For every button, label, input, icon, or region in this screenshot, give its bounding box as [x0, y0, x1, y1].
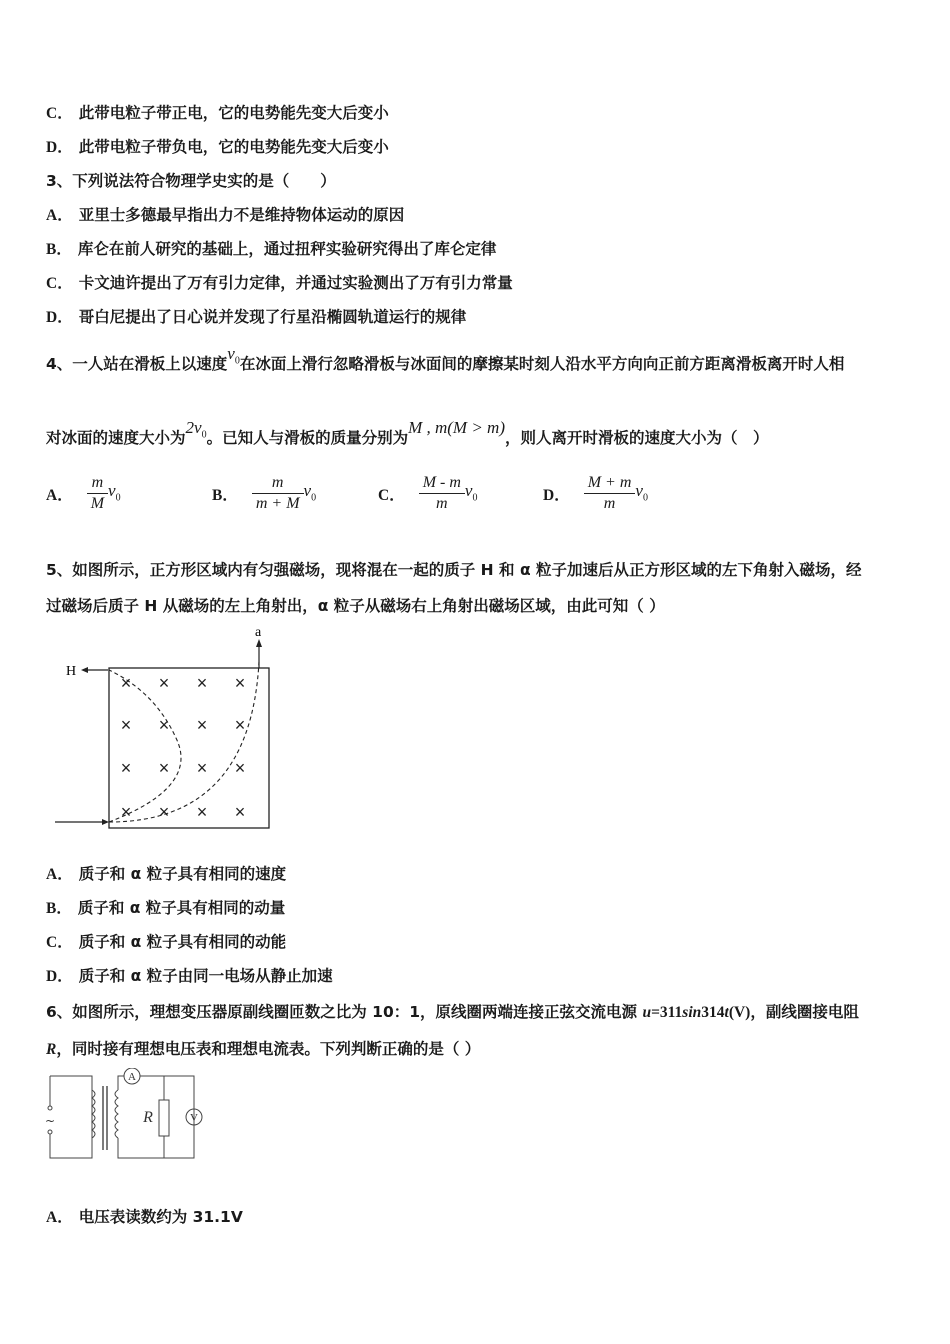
q4-stem-text: 对冰面的速度大小为 — [46, 429, 186, 447]
option-label: B． — [46, 241, 72, 258]
q4-stem-text: ，则人离开时滑板的速度大小为（ ） — [505, 429, 769, 447]
field-cross: × — [158, 715, 170, 735]
fraction: $\frac{M - m}{m}$ — [419, 474, 465, 514]
option-text: 质子和 α 粒子由同一电场从静止加速 — [78, 967, 333, 985]
field-crosses — [121, 673, 246, 822]
mass-expression: M , m(M > m) — [408, 418, 505, 437]
option-label: D． — [543, 486, 570, 504]
option-text: 质子和 α 粒子具有相同的动量 — [77, 899, 286, 917]
q6-stem-text: ，副线圈接电阻 — [750, 1003, 859, 1021]
field-cross: × — [234, 758, 246, 778]
q6-stem-text: 314 — [701, 1004, 725, 1021]
option-label: A． — [46, 866, 73, 883]
q5-option-d — [46, 964, 333, 986]
secondary-loop — [118, 1076, 194, 1158]
func-sin: sin — [682, 1004, 702, 1021]
option-label: C． — [46, 934, 73, 951]
proton-exit-arrowhead — [81, 667, 88, 673]
q5-option-b — [46, 896, 285, 918]
q3-option-c — [46, 271, 513, 293]
field-cross: × — [158, 673, 170, 693]
q5-stem-line2: 过磁场后质子 H 从磁场的左上角射出，α 粒子从磁场右上角射出磁场区域，由此可知（ ） — [46, 597, 665, 615]
q6-stem-line2 — [46, 1037, 480, 1059]
v0-symbol: $v_0$ — [227, 344, 240, 367]
field-cross: × — [234, 802, 246, 822]
ammeter-label: A — [128, 1071, 136, 1083]
q6-option-a — [46, 1205, 243, 1227]
q2-option-d — [46, 135, 389, 157]
field-cross: × — [234, 673, 246, 693]
q4-stem-line1 — [46, 344, 845, 376]
transformer-circuit-figure — [44, 1068, 204, 1168]
v0-symbol: $v_0$ — [464, 480, 478, 504]
field-cross: × — [196, 758, 208, 778]
q5-option-a — [46, 862, 286, 884]
option-label: B． — [46, 900, 72, 917]
field-cross: × — [120, 802, 132, 822]
source-terminal — [48, 1130, 52, 1134]
q3-stem: 3、下列说法符合物理学史实的是（ ） — [46, 172, 336, 190]
option-label: C． — [46, 105, 73, 122]
option-text: 库仑在前人研究的基础上，通过扭秤实验研究得出了库仑定律 — [77, 240, 497, 258]
q4-option-a — [46, 474, 121, 514]
q6-stem-text: 6、如图所示，理想变压器原副线圈匝数之比为 10：1，原线圈两端连接正弦交流电源 — [46, 1003, 643, 1021]
q5-option-c — [46, 930, 286, 952]
q6-stem-text: ，同时接有理想电压表和理想电流表。下列判断正确的是（ ） — [56, 1040, 481, 1058]
field-cross: × — [120, 715, 132, 735]
field-cross: × — [234, 715, 246, 735]
option-text: 质子和 α 粒子具有相同的速度 — [78, 865, 287, 883]
q4-stem-text: 。已知人与滑板的质量分别为 — [206, 429, 409, 447]
q3-option-d — [46, 305, 466, 327]
option-label: B． — [212, 486, 238, 504]
option-text: 哥白尼提出了日心说并发现了行星沿椭圆轨道运行的规律 — [78, 308, 467, 326]
field-cross: × — [158, 758, 170, 778]
source-label: ~ — [44, 1114, 56, 1128]
q2-option-c — [46, 101, 389, 123]
primary-coil — [92, 1090, 95, 1138]
fraction: $\frac{m}{m + M}$ — [252, 474, 304, 514]
field-cross: × — [120, 758, 132, 778]
v0-symbol: $v_0$ — [303, 480, 317, 504]
field-cross: × — [196, 673, 208, 693]
v0-symbol: $v_0$ — [635, 480, 648, 504]
var-r: R — [46, 1041, 57, 1058]
alpha-exit-arrowhead — [256, 639, 262, 647]
resistor-label: R — [143, 1109, 153, 1126]
speed-expression: $2v_0$ — [185, 418, 207, 441]
option-text: 质子和 α 粒子具有相同的动能 — [78, 933, 287, 951]
option-label: A． — [46, 207, 73, 224]
field-cross: × — [196, 802, 208, 822]
secondary-coil — [115, 1090, 118, 1138]
option-label: D． — [46, 139, 73, 156]
q4-stem-text: 在冰面上滑行忽略滑板与冰面间的摩擦某时刻人沿水平方向向正前方距离滑板离开时人相 — [239, 355, 845, 373]
primary-loop — [50, 1076, 92, 1158]
q6-stem-text: (V) — [728, 1004, 751, 1021]
q4-stem-text: 4、一人站在滑板上以速度 — [46, 355, 228, 373]
label-h: H — [66, 664, 77, 679]
q5-stem-line1: 5、如图所示，正方形区域内有匀强磁场，现将混在一起的质子 H 和 α 粒子加速后从正方形区域的左下角射入磁场，经 — [46, 561, 862, 579]
field-cross: × — [120, 673, 132, 693]
resistor — [159, 1100, 169, 1136]
field-cross: × — [158, 802, 170, 822]
q6-stem-line1 — [46, 1000, 859, 1022]
source-terminal — [48, 1106, 52, 1110]
q4-option-c — [378, 474, 477, 514]
option-label: A． — [46, 1209, 73, 1226]
option-label: C． — [46, 275, 73, 292]
magnetic-field-figure — [50, 622, 280, 834]
field-cross: × — [196, 715, 208, 735]
option-text: 卡文迪许提出了万有引力定律，并通过实验测出了万有引力常量 — [78, 274, 513, 292]
label-a: a — [255, 625, 262, 640]
var-t: t — [724, 1004, 729, 1021]
entry-arrowhead — [102, 819, 109, 825]
option-text: 此带电粒子带负电，它的电势能先变大后变小 — [78, 138, 389, 156]
q4-stem-line2 — [46, 418, 769, 450]
fraction: $\frac{m}{M}$ — [87, 474, 108, 514]
var-u: u — [642, 1004, 652, 1021]
fraction: $\frac{M + m}{m}$ — [584, 474, 636, 514]
voltmeter-label: V — [190, 1112, 198, 1124]
option-label: C． — [378, 486, 405, 504]
q3-option-b — [46, 237, 496, 259]
option-text: 此带电粒子带正电，它的电势能先变大后变小 — [78, 104, 389, 122]
q4-option-b — [212, 474, 316, 514]
option-label: D． — [46, 309, 73, 326]
v0-symbol: $v_0$ — [108, 480, 121, 504]
option-label: A． — [46, 486, 73, 504]
q4-option-d — [543, 474, 648, 514]
option-label: D． — [46, 968, 73, 985]
option-text: 电压表读数约为 31.1V — [78, 1208, 243, 1226]
q6-stem-text: =311 — [651, 1004, 683, 1021]
option-text: 亚里士多德最早指出力不是维持物体运动的原因 — [78, 206, 405, 224]
q3-option-a — [46, 203, 404, 225]
